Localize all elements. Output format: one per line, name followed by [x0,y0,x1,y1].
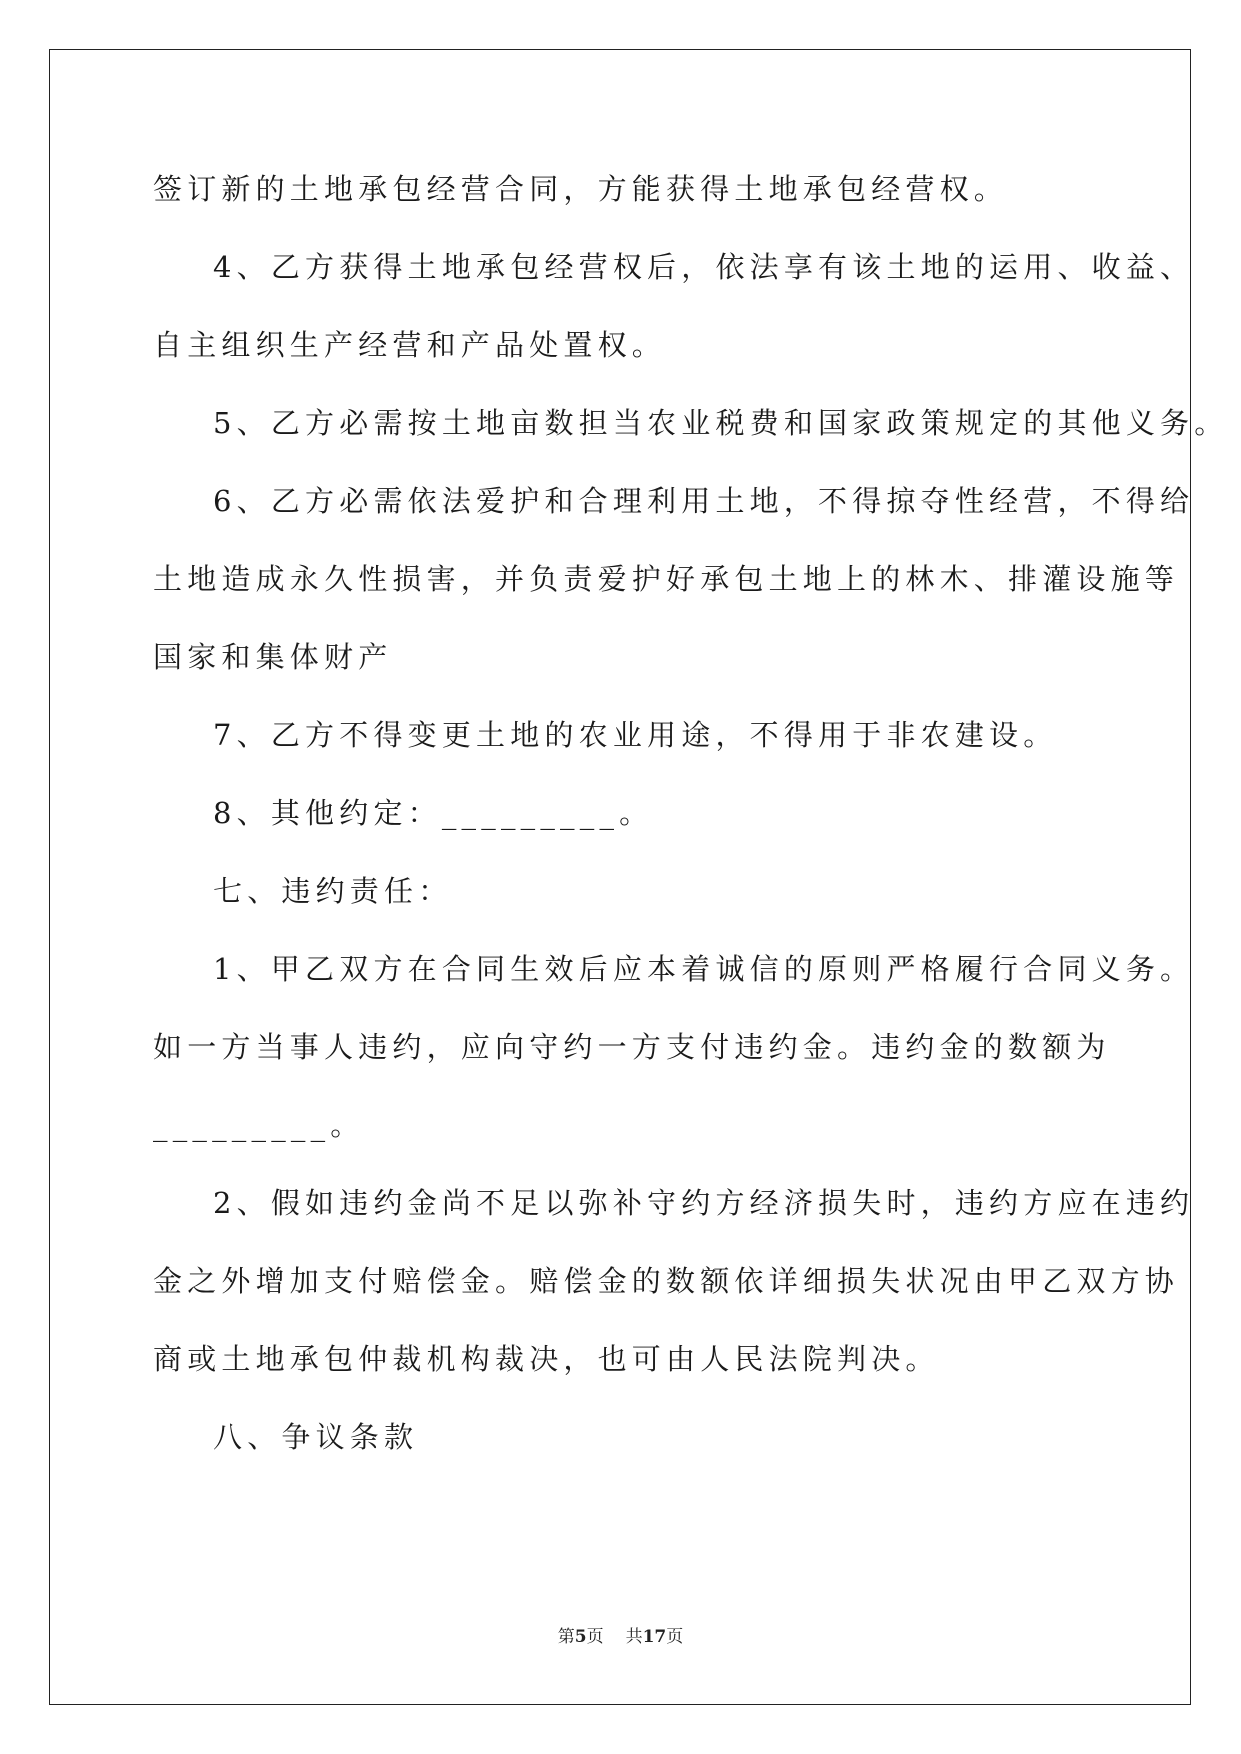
text-line: 5、乙方必需按土地亩数担当农业税费和国家政策规定的其他义务。 [213,406,1229,440]
document-body [153,170,1229,1496]
text-line: 金之外增加支付赔偿金。赔偿金的数额依详细损失状况由甲乙双方协 [153,1264,1180,1298]
page-footer [0,1622,1241,1647]
section-heading: 七、违约责任： [213,874,453,908]
text-line: _________。 [153,1108,365,1142]
page-current: 5 [574,1627,587,1647]
text-line: 6、乙方必需依法爱护和合理利用土地，不得掠夺性经营，不得给 [213,484,1195,518]
text-line: 商或土地承包仲裁机构裁决，也可由人民法院判决。 [153,1342,940,1376]
page-total: 17 [642,1627,667,1647]
text-line: 4、乙方获得土地承包经营权后，依法享有该土地的运用、收益、 [213,250,1195,284]
text-line: 国家和集体财产 [153,640,393,674]
text-line: 8、其他约定：_________。 [213,796,654,830]
text-line: 签订新的土地承包经营合同，方能获得土地承包经营权。 [153,172,1009,206]
page-suffix: 页 [586,1627,604,1647]
text-line: 土地造成永久性损害，并负责爱护好承包土地上的林木、排灌设施等 [153,562,1180,596]
total-suffix: 页 [666,1627,684,1647]
text-line: 7、乙方不得变更土地的农业用途，不得用于非农建设。 [213,718,1058,752]
text-line: 2、假如违约金尚不足以弥补守约方经济损失时，违约方应在违约 [213,1186,1195,1220]
section-heading: 八、争议条款 [213,1420,419,1454]
total-prefix: 共 [625,1627,643,1647]
text-line: 自主组织生产经营和产品处置权。 [153,328,667,362]
text-line: 1、甲乙双方在合同生效后应本着诚信的原则严格履行合同义务。 [213,952,1195,986]
page-prefix: 第 [557,1627,575,1647]
text-line: 如一方当事人违约，应向守约一方支付违约金。违约金的数额为 [153,1030,1111,1064]
